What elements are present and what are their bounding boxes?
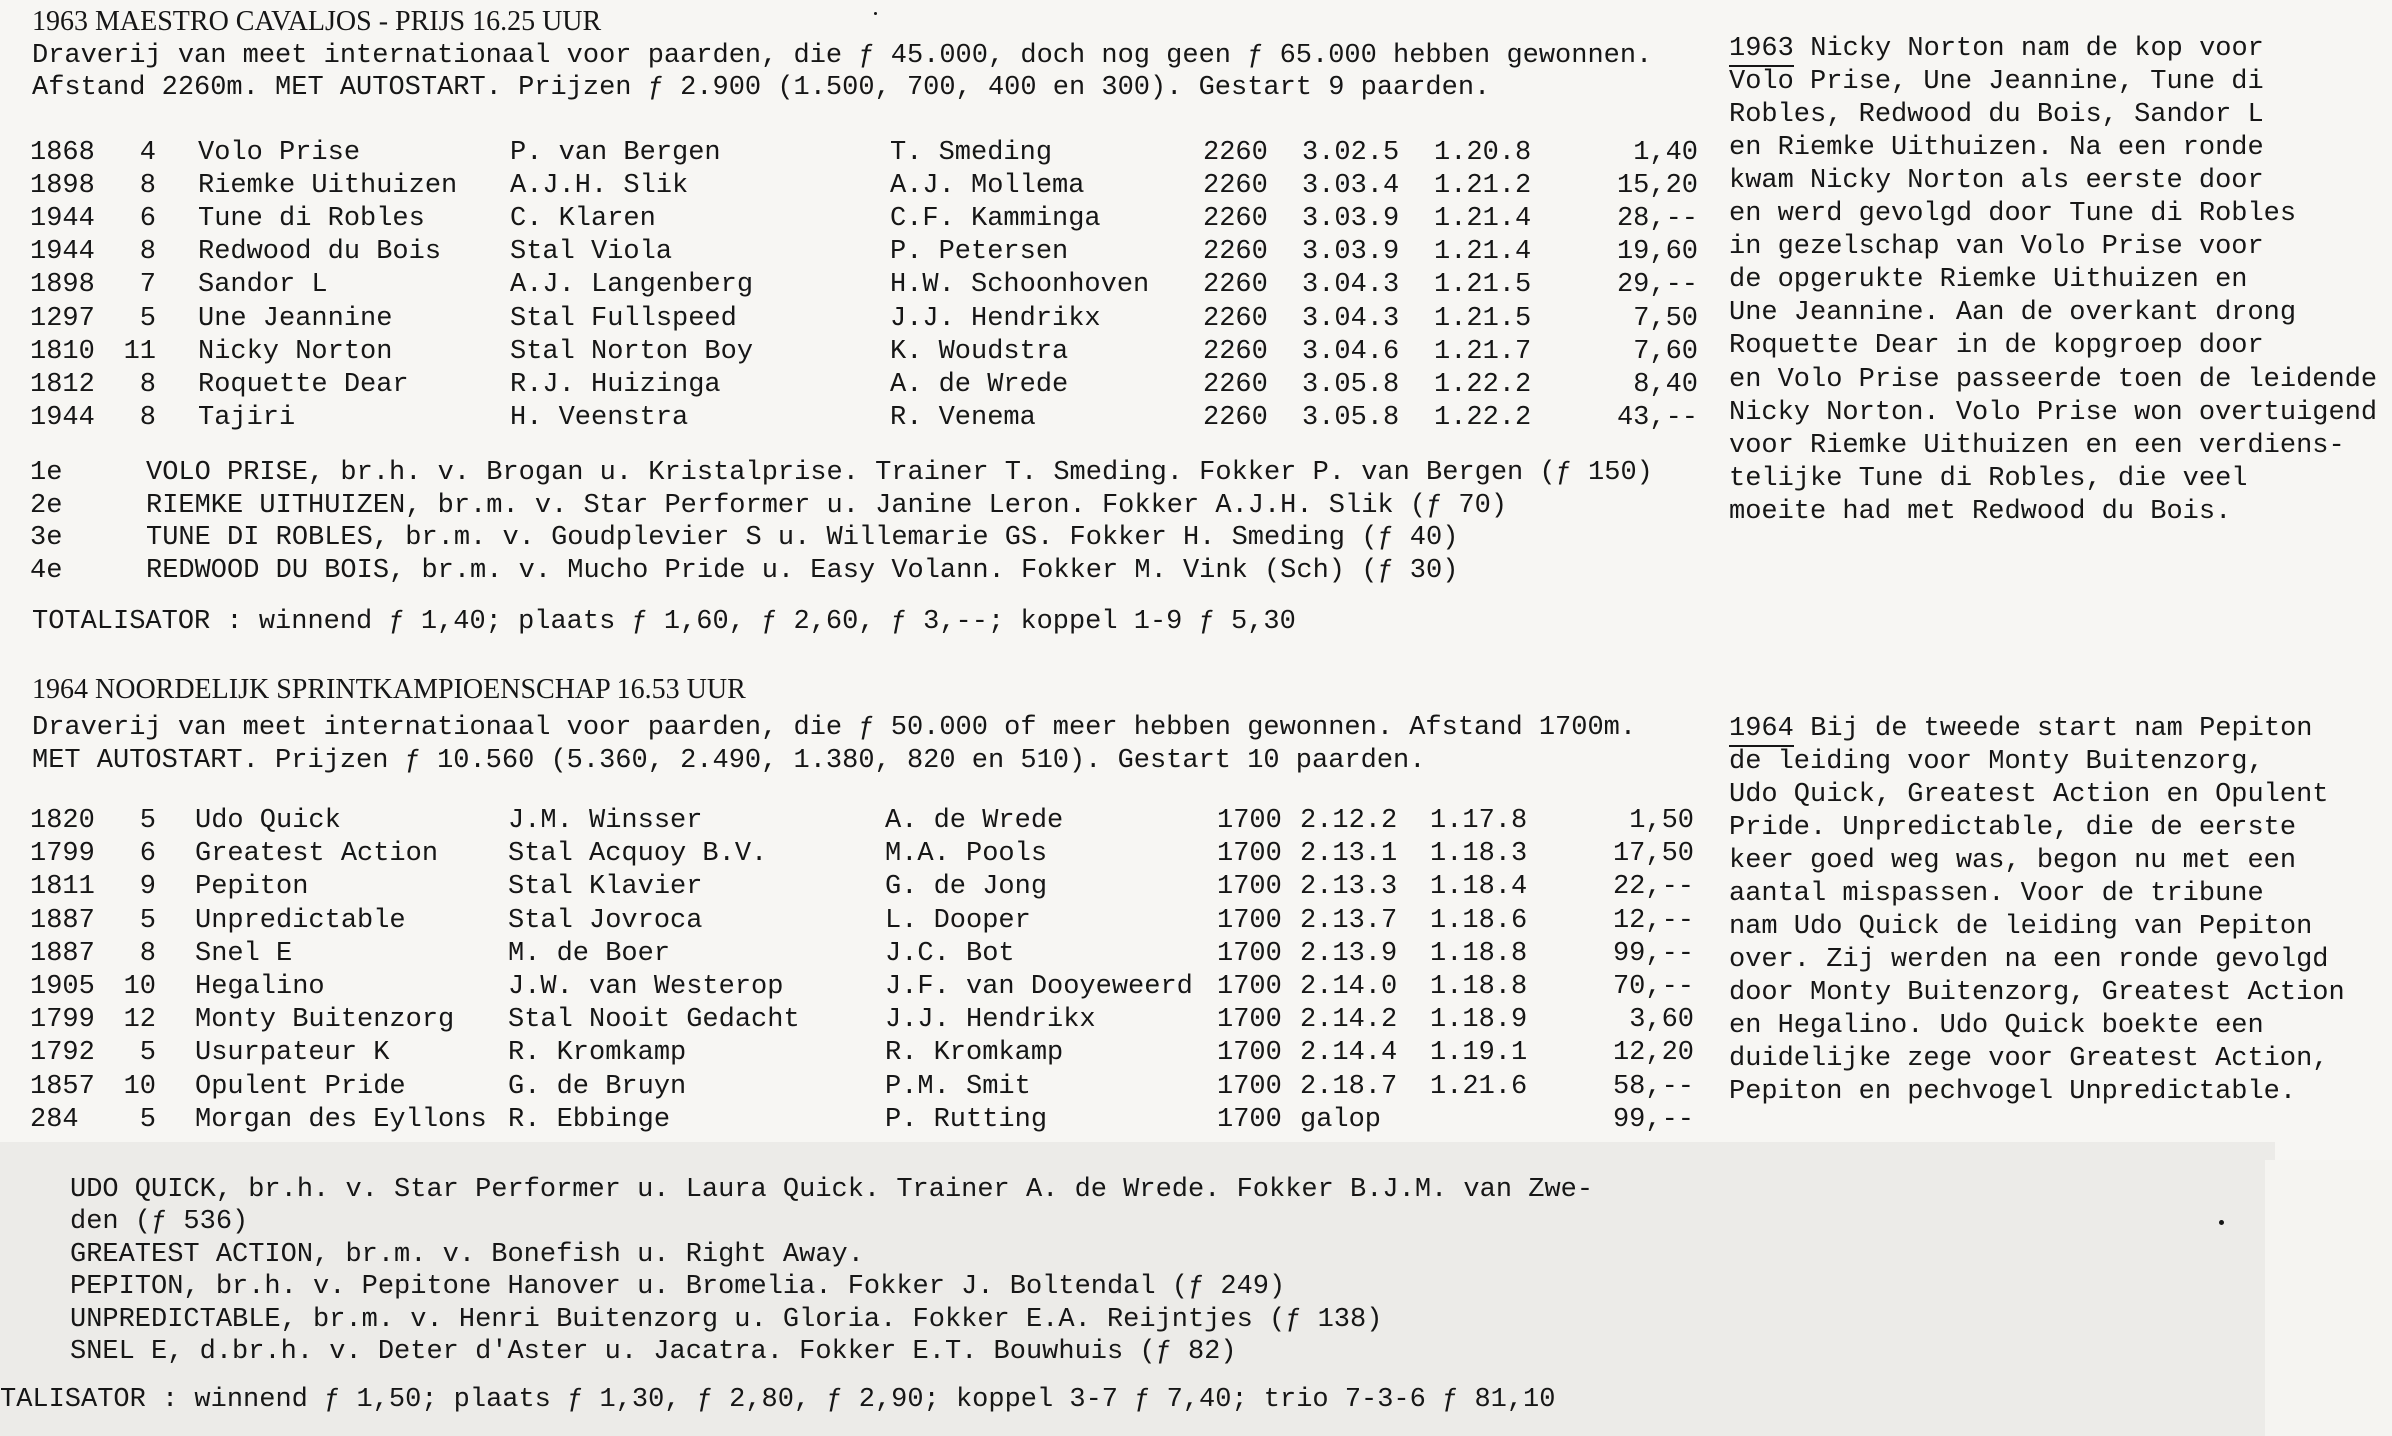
- result-horse-name: Snel E: [195, 938, 293, 969]
- race-1964-conditions-line2: MET AUTOSTART. Prijzen ƒ 10.560 (5.360, 2.490, 1.380, 820 en 510). Gestart 10 paarden.: [32, 746, 1426, 776]
- pedigree-line: UNPREDICTABLE, br.m. v. Henri Buitenzorg u. Gloria. Fokker E.A. Reijntjes (ƒ 138): [70, 1304, 1383, 1335]
- result-odds: 7,60: [1633, 336, 1698, 367]
- race-1964-title: 1964 NOORDELIJK SPRINTKAMPIOENSCHAP 16.53 UUR: [32, 674, 746, 705]
- result-distance: 1700: [1217, 1071, 1282, 1102]
- result-start-number: 5: [139, 806, 156, 836]
- result-km-time: 1.21.4: [1434, 237, 1532, 268]
- result-distance: 1700: [1217, 972, 1282, 1002]
- result-km-time: 1.21.5: [1434, 270, 1532, 301]
- commentary-line: keer goed weg was, begon nu met een: [1729, 846, 2297, 876]
- result-owner: G. de Bruyn: [508, 1071, 687, 1102]
- result-distance: 1700: [1217, 938, 1282, 969]
- result-horse-name: Greatest Action: [195, 839, 439, 870]
- result-distance: 1700: [1217, 1038, 1282, 1069]
- result-distance: 1700: [1217, 1104, 1282, 1135]
- result-km-time: 1.21.5: [1434, 303, 1532, 334]
- race-1963-title: 1963 MAESTRO CAVALJOS - PRIJS 16.25 UUR: [32, 6, 602, 37]
- result-time: 3.03.9: [1302, 204, 1400, 235]
- result-horse-name: Roquette Dear: [198, 369, 409, 400]
- result-start-number: 7: [139, 270, 156, 301]
- result-distance: 2260: [1203, 336, 1268, 367]
- result-driver: P. Rutting: [885, 1104, 1048, 1135]
- result-km-time: 1.18.8: [1430, 938, 1528, 969]
- result-km-time: 1.21.2: [1434, 171, 1532, 202]
- commentary-line: door Monty Buitenzorg, Greatest Action: [1729, 978, 2345, 1008]
- result-owner: J.W. van Westerop: [508, 972, 784, 1002]
- result-program-number: 1905: [30, 972, 95, 1002]
- result-program-number: 1799: [30, 839, 95, 870]
- result-odds: 3,60: [1629, 1005, 1694, 1036]
- result-driver: P. Petersen: [890, 237, 1069, 268]
- result-time: 2.13.9: [1300, 938, 1398, 969]
- result-owner: A.J. Langenberg: [510, 270, 754, 301]
- result-time: 3.03.4: [1302, 171, 1400, 202]
- result-distance: 2260: [1203, 369, 1268, 400]
- result-horse-name: Monty Buitenzorg: [195, 1005, 455, 1036]
- result-owner: A.J.H. Slik: [510, 171, 689, 202]
- result-start-number: 10: [123, 972, 156, 1002]
- result-odds: 17,50: [1612, 839, 1694, 870]
- result-driver: C.F. Kamminga: [890, 204, 1101, 235]
- result-owner: Stal Norton Boy: [510, 336, 754, 367]
- result-program-number: 1812: [30, 369, 95, 400]
- result-odds: 22,--: [1612, 872, 1694, 903]
- result-owner: J.M. Winsser: [508, 806, 703, 836]
- result-km-time: 1.21.7: [1434, 336, 1532, 367]
- result-distance: 1700: [1217, 1005, 1282, 1036]
- result-driver: T. Smeding: [890, 138, 1053, 168]
- result-km-time: 1.17.8: [1430, 806, 1528, 836]
- result-km-time: 1.22.2: [1434, 369, 1532, 400]
- result-time: 2.13.3: [1300, 872, 1398, 903]
- result-start-number: 6: [139, 204, 156, 235]
- result-km-time: 1.20.8: [1434, 138, 1532, 168]
- result-horse-name: Nicky Norton: [198, 336, 393, 367]
- pedigree-line: den (ƒ 536): [70, 1207, 249, 1238]
- result-horse-name: Opulent Pride: [195, 1071, 406, 1102]
- placing-pedigree: REDWOOD DU BOIS, br.m. v. Mucho Pride u. Easy Volann. Fokker M. Vink (Sch) (ƒ 30): [146, 555, 1459, 586]
- commentary-line: Udo Quick, Greatest Action en Opulent: [1729, 780, 2329, 810]
- result-distance: 1700: [1217, 839, 1282, 870]
- result-distance: 1700: [1217, 806, 1282, 836]
- result-owner: Stal Fullspeed: [510, 303, 737, 334]
- result-program-number: 1792: [30, 1038, 95, 1069]
- commentary-line: en Riemke Uithuizen. Na een ronde: [1729, 133, 2264, 164]
- result-odds: 8,40: [1633, 369, 1698, 400]
- result-program-number: 1944: [30, 402, 95, 433]
- result-time: 3.02.5: [1302, 138, 1400, 168]
- scan-speck: [2219, 1220, 2224, 1225]
- result-program-number: 284: [30, 1104, 79, 1135]
- result-owner: M. de Boer: [508, 938, 671, 969]
- result-time: 2.13.7: [1300, 905, 1398, 936]
- result-start-number: 11: [123, 336, 156, 367]
- pedigree-line: UDO QUICK, br.h. v. Star Performer u. Laura Quick. Trainer A. de Wrede. Fokker B.J.M. van Zwe-: [70, 1175, 1594, 1205]
- result-start-number: 6: [139, 839, 156, 870]
- result-horse-name: Hegalino: [195, 972, 325, 1002]
- result-km-time: 1.18.9: [1430, 1005, 1528, 1036]
- result-start-number: 8: [139, 171, 156, 202]
- race-1964-totalisator: TALISATOR : winnend ƒ 1,50; plaats ƒ 1,30, ƒ 2,80, ƒ 2,90; koppel 3-7 ƒ 7,40; trio 7-3-6 ƒ 81,10: [0, 1385, 1556, 1415]
- commentary-line: Bij de tweede start nam Pepiton: [1794, 714, 2313, 744]
- commentary-line: aantal mispassen. Voor de tribune: [1729, 879, 2264, 909]
- race-1963-note-year: 1963: [1729, 33, 1794, 67]
- result-start-number: 8: [139, 237, 156, 268]
- result-driver: P.M. Smit: [885, 1071, 1031, 1102]
- result-time: 2.13.1: [1300, 839, 1398, 870]
- result-odds: 7,50: [1633, 303, 1698, 334]
- pedigree-line: PEPITON, br.h. v. Pepitone Hanover u. Bromelia. Fokker J. Boltendal (ƒ 249): [70, 1272, 1286, 1303]
- result-start-number: 4: [139, 138, 156, 168]
- commentary-line: duidelijke zege voor Greatest Action,: [1729, 1044, 2329, 1074]
- result-km-time: 1.22.2: [1434, 402, 1532, 433]
- result-time: 3.04.3: [1302, 303, 1400, 334]
- result-time: 3.05.8: [1302, 402, 1400, 433]
- commentary-line: Pride. Unpredictable, die de eerste: [1729, 813, 2297, 843]
- result-odds: 1,50: [1629, 806, 1694, 836]
- result-driver: A. de Wrede: [885, 806, 1064, 836]
- result-distance: 2260: [1203, 138, 1268, 168]
- result-odds: 12,20: [1612, 1038, 1694, 1069]
- commentary-line: de leiding voor Monty Buitenzorg,: [1729, 747, 2264, 777]
- result-time: 3.04.6: [1302, 336, 1400, 367]
- result-program-number: 1944: [30, 204, 95, 235]
- result-program-number: 1868: [30, 138, 95, 168]
- result-driver: J.F. van Dooyeweerd: [885, 972, 1193, 1002]
- commentary-line: moeite had met Redwood du Bois.: [1729, 496, 2232, 527]
- result-odds: 12,--: [1612, 905, 1694, 936]
- result-program-number: 1811: [30, 872, 95, 903]
- commentary-line: Nicky Norton nam de kop voor: [1794, 34, 2264, 64]
- scan-speck: [874, 12, 877, 15]
- result-start-number: 10: [123, 1071, 156, 1102]
- result-odds: 43,--: [1616, 402, 1698, 433]
- result-distance: 2260: [1203, 237, 1268, 268]
- result-owner: Stal Jovroca: [508, 905, 703, 936]
- result-start-number: 5: [139, 1038, 156, 1069]
- result-time: 2.12.2: [1300, 806, 1398, 836]
- commentary-line: Une Jeannine. Aan de overkant drong: [1729, 298, 2297, 329]
- result-horse-name: Tajiri: [198, 402, 296, 433]
- result-time: 3.04.3: [1302, 270, 1400, 301]
- result-horse-name: Riemke Uithuizen: [198, 171, 458, 202]
- result-driver: H.W. Schoonhoven: [890, 270, 1150, 301]
- race-1964-conditions-line1: Draverij van meet internationaal voor paarden, die ƒ 50.000 of meer hebben gewonnen. Afstand 1700m.: [32, 713, 1637, 743]
- result-odds: 28,--: [1616, 204, 1698, 235]
- result-km-time: 1.21.6: [1430, 1071, 1528, 1102]
- result-distance: 1700: [1217, 905, 1282, 936]
- result-program-number: 1857: [30, 1071, 95, 1102]
- result-horse-name: Morgan des Eyllons: [195, 1104, 487, 1135]
- result-horse-name: Tune di Robles: [198, 204, 425, 235]
- placing-pedigree: RIEMKE UITHUIZEN, br.m. v. Star Performer u. Janine Leron. Fokker A.J.H. Slik (ƒ 70): [146, 490, 1508, 521]
- result-start-number: 5: [139, 303, 156, 334]
- result-distance: 1700: [1217, 872, 1282, 903]
- result-horse-name: Usurpateur K: [195, 1038, 390, 1069]
- result-odds: 19,60: [1616, 237, 1698, 268]
- commentary-line: de opgerukte Riemke Uithuizen en: [1729, 265, 2248, 296]
- result-horse-name: Udo Quick: [195, 806, 341, 836]
- race-1963-totalisator: TOTALISATOR : winnend ƒ 1,40; plaats ƒ 1,60, ƒ 2,60, ƒ 3,--; koppel 1-9 ƒ 5,30: [32, 607, 1296, 637]
- commentary-line: en werd gevolgd door Tune di Robles: [1729, 199, 2297, 230]
- result-driver: J.J. Hendrikx: [885, 1005, 1096, 1036]
- result-program-number: 1810: [30, 336, 95, 367]
- result-time: 3.05.8: [1302, 369, 1400, 400]
- result-start-number: 8: [139, 402, 156, 433]
- result-owner: H. Veenstra: [510, 402, 689, 433]
- result-odds: 99,--: [1612, 938, 1694, 969]
- result-time: 2.14.2: [1300, 1005, 1398, 1036]
- result-odds: 70,--: [1612, 972, 1694, 1002]
- result-start-number: 12: [123, 1005, 156, 1036]
- commentary-line: Roquette Dear in de kopgroep door: [1729, 331, 2264, 362]
- result-driver: A.J. Mollema: [890, 171, 1085, 202]
- result-start-number: 9: [139, 872, 156, 903]
- result-driver: R. Kromkamp: [885, 1038, 1064, 1069]
- commentary-line: telijke Tune di Robles, die veel: [1729, 463, 2248, 494]
- result-horse-name: Une Jeannine: [198, 303, 393, 334]
- commentary-line: kwam Nicky Norton als eerste door: [1729, 166, 2264, 197]
- result-odds: 1,40: [1633, 138, 1698, 168]
- commentary-line: en Hegalino. Udo Quick boekte een: [1729, 1011, 2264, 1041]
- pedigree-line: GREATEST ACTION, br.m. v. Bonefish u. Right Away.: [70, 1239, 864, 1270]
- result-horse-name: Pepiton: [195, 872, 309, 903]
- commentary-line: over. Zij werden na een ronde gevolgd: [1729, 945, 2329, 975]
- result-odds: 15,20: [1616, 171, 1698, 202]
- result-distance: 2260: [1203, 402, 1268, 433]
- commentary-line: Pepiton en pechvogel Unpredictable.: [1729, 1077, 2297, 1107]
- race-1964-note-year: 1964: [1729, 713, 1794, 747]
- commentary-line: in gezelschap van Volo Prise voor: [1729, 232, 2264, 263]
- result-time: 2.18.7: [1300, 1071, 1398, 1102]
- result-time: 2.14.0: [1300, 972, 1398, 1002]
- result-distance: 2260: [1203, 204, 1268, 235]
- result-program-number: 1297: [30, 303, 95, 334]
- result-horse-name: Unpredictable: [195, 905, 406, 936]
- result-owner: R.J. Huizinga: [510, 369, 721, 400]
- race-1963-conditions-line1: Draverij van meet internationaal voor paarden, die ƒ 45.000, doch nog geen ƒ 65.000 hebben gewonnen.: [32, 41, 1653, 71]
- result-distance: 2260: [1203, 303, 1268, 334]
- placing-pedigree: TUNE DI ROBLES, br.m. v. Goudplevier S u. Willemarie GS. Fokker H. Smeding (ƒ 40): [146, 523, 1459, 554]
- commentary-line: voor Riemke Uithuizen en een verdiens-: [1729, 430, 2345, 461]
- result-program-number: 1944: [30, 237, 95, 268]
- result-km-time: 1.18.6: [1430, 905, 1528, 936]
- placing-position: 1e: [30, 458, 63, 488]
- result-owner: Stal Klavier: [508, 872, 703, 903]
- result-owner: Stal Acquoy B.V.: [508, 839, 768, 870]
- placing-position: 4e: [30, 555, 63, 586]
- result-driver: K. Woudstra: [890, 336, 1069, 367]
- pedigree-line: SNEL E, d.br.h. v. Deter d'Aster u. Jacatra. Fokker E.T. Bouwhuis (ƒ 82): [70, 1337, 1237, 1367]
- result-program-number: 1887: [30, 938, 95, 969]
- result-program-number: 1887: [30, 905, 95, 936]
- result-odds: 29,--: [1616, 270, 1698, 301]
- result-owner: P. van Bergen: [510, 138, 721, 168]
- result-start-number: 8: [139, 369, 156, 400]
- result-horse-name: Sandor L: [198, 270, 328, 301]
- result-driver: G. de Jong: [885, 872, 1048, 903]
- result-driver: M.A. Pools: [885, 839, 1048, 870]
- result-owner: C. Klaren: [510, 204, 656, 235]
- result-owner: Stal Viola: [510, 237, 673, 268]
- result-driver: J.C. Bot: [885, 938, 1015, 969]
- result-km-time: 1.18.3: [1430, 839, 1528, 870]
- result-program-number: 1820: [30, 806, 95, 836]
- result-time: 3.03.9: [1302, 237, 1400, 268]
- placing-pedigree: VOLO PRISE, br.h. v. Brogan u. Kristalprise. Trainer T. Smeding. Fokker P. van Bergen (ƒ 150): [146, 458, 1653, 488]
- commentary-line: Robles, Redwood du Bois, Sandor L: [1729, 100, 2264, 131]
- placing-position: 2e: [30, 490, 63, 521]
- race-1963-conditions-line2: Afstand 2260m. MET AUTOSTART. Prijzen ƒ 2.900 (1.500, 700, 400 en 300). Gestart 9 paarden.: [32, 73, 1491, 103]
- result-horse-name: Volo Prise: [198, 138, 361, 168]
- result-program-number: 1898: [30, 270, 95, 301]
- placing-position: 3e: [30, 523, 63, 554]
- scan-shade-right: [2265, 1160, 2392, 1436]
- result-time: galop: [1300, 1104, 1382, 1135]
- result-distance: 2260: [1203, 171, 1268, 202]
- result-owner: R. Ebbinge: [508, 1104, 671, 1135]
- commentary-line: en Volo Prise passeerde toen de leidende: [1729, 364, 2378, 395]
- result-time: 2.14.4: [1300, 1038, 1398, 1069]
- result-program-number: 1898: [30, 171, 95, 202]
- result-km-time: 1.19.1: [1430, 1038, 1528, 1069]
- commentary-line: Nicky Norton. Volo Prise won overtuigend: [1729, 397, 2378, 428]
- result-km-time: 1.21.4: [1434, 204, 1532, 235]
- result-driver: A. de Wrede: [890, 369, 1069, 400]
- result-owner: Stal Nooit Gedacht: [508, 1005, 800, 1036]
- result-horse-name: Redwood du Bois: [198, 237, 442, 268]
- commentary-line: nam Udo Quick de leiding van Pepiton: [1729, 912, 2313, 942]
- result-km-time: 1.18.4: [1430, 872, 1528, 903]
- result-km-time: 1.18.8: [1430, 972, 1528, 1002]
- result-driver: R. Venema: [890, 402, 1036, 433]
- result-odds: 99,--: [1612, 1104, 1694, 1135]
- result-driver: J.J. Hendrikx: [890, 303, 1101, 334]
- result-start-number: 5: [139, 1104, 156, 1135]
- result-owner: R. Kromkamp: [508, 1038, 687, 1069]
- commentary-line: Volo Prise, Une Jeannine, Tune di: [1729, 67, 2264, 98]
- result-odds: 58,--: [1612, 1071, 1694, 1102]
- result-start-number: 5: [139, 905, 156, 936]
- result-driver: L. Dooper: [885, 905, 1031, 936]
- result-start-number: 8: [139, 938, 156, 969]
- result-program-number: 1799: [30, 1005, 95, 1036]
- result-distance: 2260: [1203, 270, 1268, 301]
